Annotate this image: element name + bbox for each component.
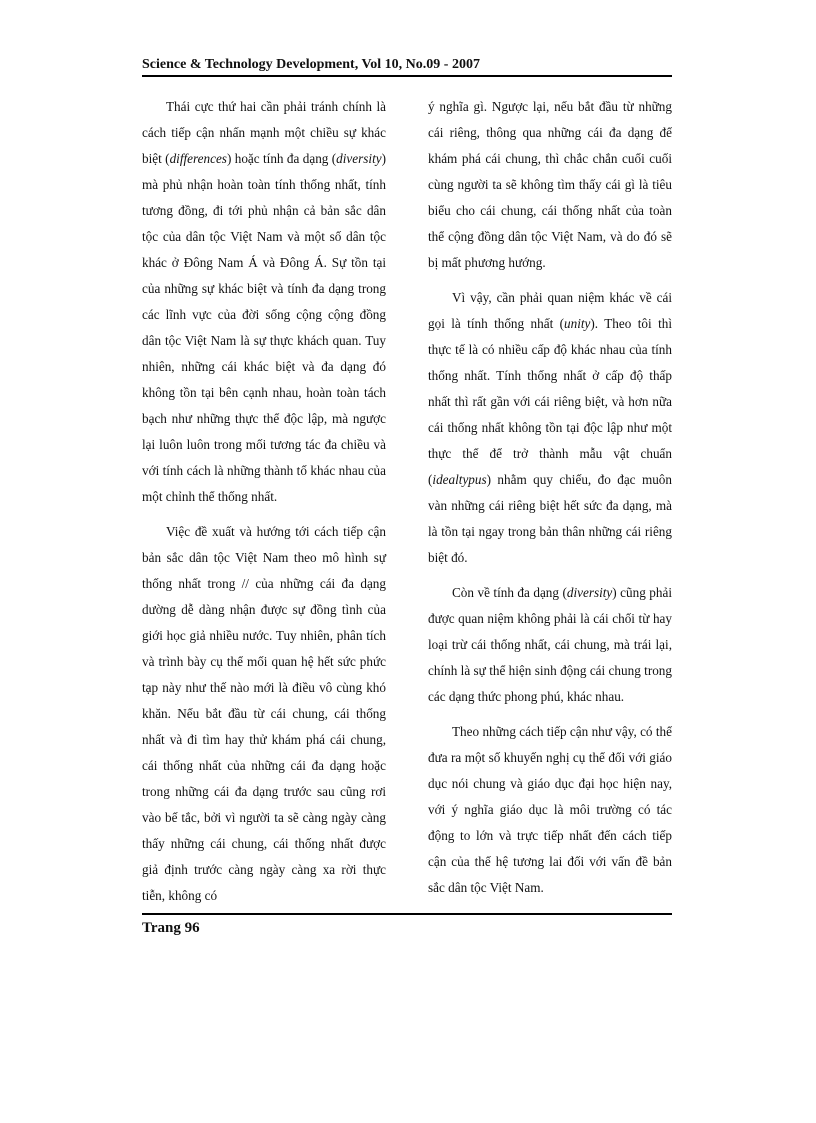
page-number: Trang 96: [142, 920, 200, 936]
paragraph: [428, 580, 672, 710]
paragraph-text: ). Theo tôi thì thực tế là có nhiều cấp độ khác nhau của tính thống nhất. Tính thống nhất ở cấp độ thấp nhất thì rất gần với cái riêng biệt, và hơn nữa cái thống nhất không tồn tại độc lập như một thực thể để trở thành mẫu vật chuẩn (: [428, 316, 672, 487]
italic-term: differences: [169, 151, 227, 166]
paragraph: Việc đề xuất và hướng tới cách tiếp cận bản sắc dân tộc Việt Nam theo mô hình sự thống nhất trong // của những cái đa dạng dường dễ dàng nhận được sự đồng tình của giới học giả nhiều nước. Tuy nhiên, phân tích và trình bày cụ thể mối quan hệ hết sức phức tạp này như thế nào mới là điều vô cùng khó khăn. Nếu bắt đầu từ cái chung, cái thống nhất và đi tìm hay thử khám phá cái chung, cái thống nhất của những cái đa dạng hoặc trong những cái đa dạng trước sau cũng rơi vào bế tắc, bởi vì người ta sẽ càng ngày càng thấy những cái chung, cái thống nhất được giả định trước càng ngày càng xa rời thực tiễn, không có: [142, 524, 386, 903]
paragraph-text: ) nhằm quy chiếu, đo đạc muôn vàn những cái riêng biệt hết sức đa dạng, mà là tồn tại ngay trong bản thân những cái riêng biệt đó.: [428, 472, 672, 565]
paragraph-text: Thái cực thứ hai cần phải tránh chính là cách tiếp cận nhấn mạnh một chiều sự khác biệt (: [142, 99, 386, 166]
paragraph-text: ) hoặc tính đa dạng (: [226, 151, 337, 166]
paragraph: [142, 94, 386, 510]
italic-term: diversity: [336, 151, 382, 166]
paragraph: [428, 285, 672, 571]
paragraph-text: ) mà phủ nhận hoàn toàn tính thống nhất, tính tương đồng, đi tới phủ nhận cả bản sắc dân tộc của dân tộc Việt Nam và một số dân tộc khác ở Đông Nam Á và Đông Á. Sự tồn tại của những sự khác biệt và tính đa dạng trong các lĩnh vực của đời sống cộng cộng đồng dân tộc Việt Nam là sự thực khách quan. Tuy nhiên, những cái khác biệt và đa dạng đó không tồn tại bên cạnh nhau, hoàn toàn tách bạch như những thực thể độc lập, mà ngược lại luôn luôn trong mối tương tác đa chiều và với tính cách là những thành tố khác nhau của một chỉnh thể thống nhất.: [142, 151, 386, 504]
paragraph-text: Còn về tính đa dạng (: [452, 585, 567, 600]
paragraph-text: ) cũng phải được quan niệm không phải là cái chối từ hay loại trừ cái thống nhất, cái chung, mà trái lại, chính là sự thể hiện sinh động cái chung trong các dạng thức phong phú, khác nhau.: [428, 585, 673, 704]
paragraph-text: Vì vậy, cần phải quan niệm khác về cái gọi là tính thống nhất (: [428, 290, 672, 331]
left-column: [142, 94, 386, 918]
right-column: [428, 94, 672, 910]
header-rule: [142, 75, 672, 77]
italic-term: diversity: [566, 585, 613, 600]
paragraph-continuation: ý nghĩa gì. Ngược lại, nếu bắt đầu từ những cái riêng, thông qua những cái đa dạng để khám phá cái chung, thì chắc chắn cuối cuối cùng người ta sẽ không tìm thấy cái gì là tiêu biểu cho cái chung, cái thống nhất của toàn thể cộng đồng dân tộc Việt Nam, và do đó sẽ bị mất phương hướng.: [428, 99, 672, 270]
paragraph: Theo những cách tiếp cận như vậy, có thể đưa ra một số khuyến nghị cụ thể đối với giáo dục nói chung và giáo dục đại học hiện nay, với ý nghĩa giáo dục là môi trường có tác động to lớn và trực tiếp nhất đến cách tiếp cận của thế hệ tương lai đối với vấn đề bản sắc dân tộc Việt Nam.: [428, 724, 672, 895]
italic-term: unity: [564, 316, 591, 331]
italic-term: idealtypus: [432, 472, 487, 487]
running-header: Science & Technology Development, Vol 10, No.09 - 2007: [142, 57, 480, 72]
footer-rule: [142, 913, 672, 915]
